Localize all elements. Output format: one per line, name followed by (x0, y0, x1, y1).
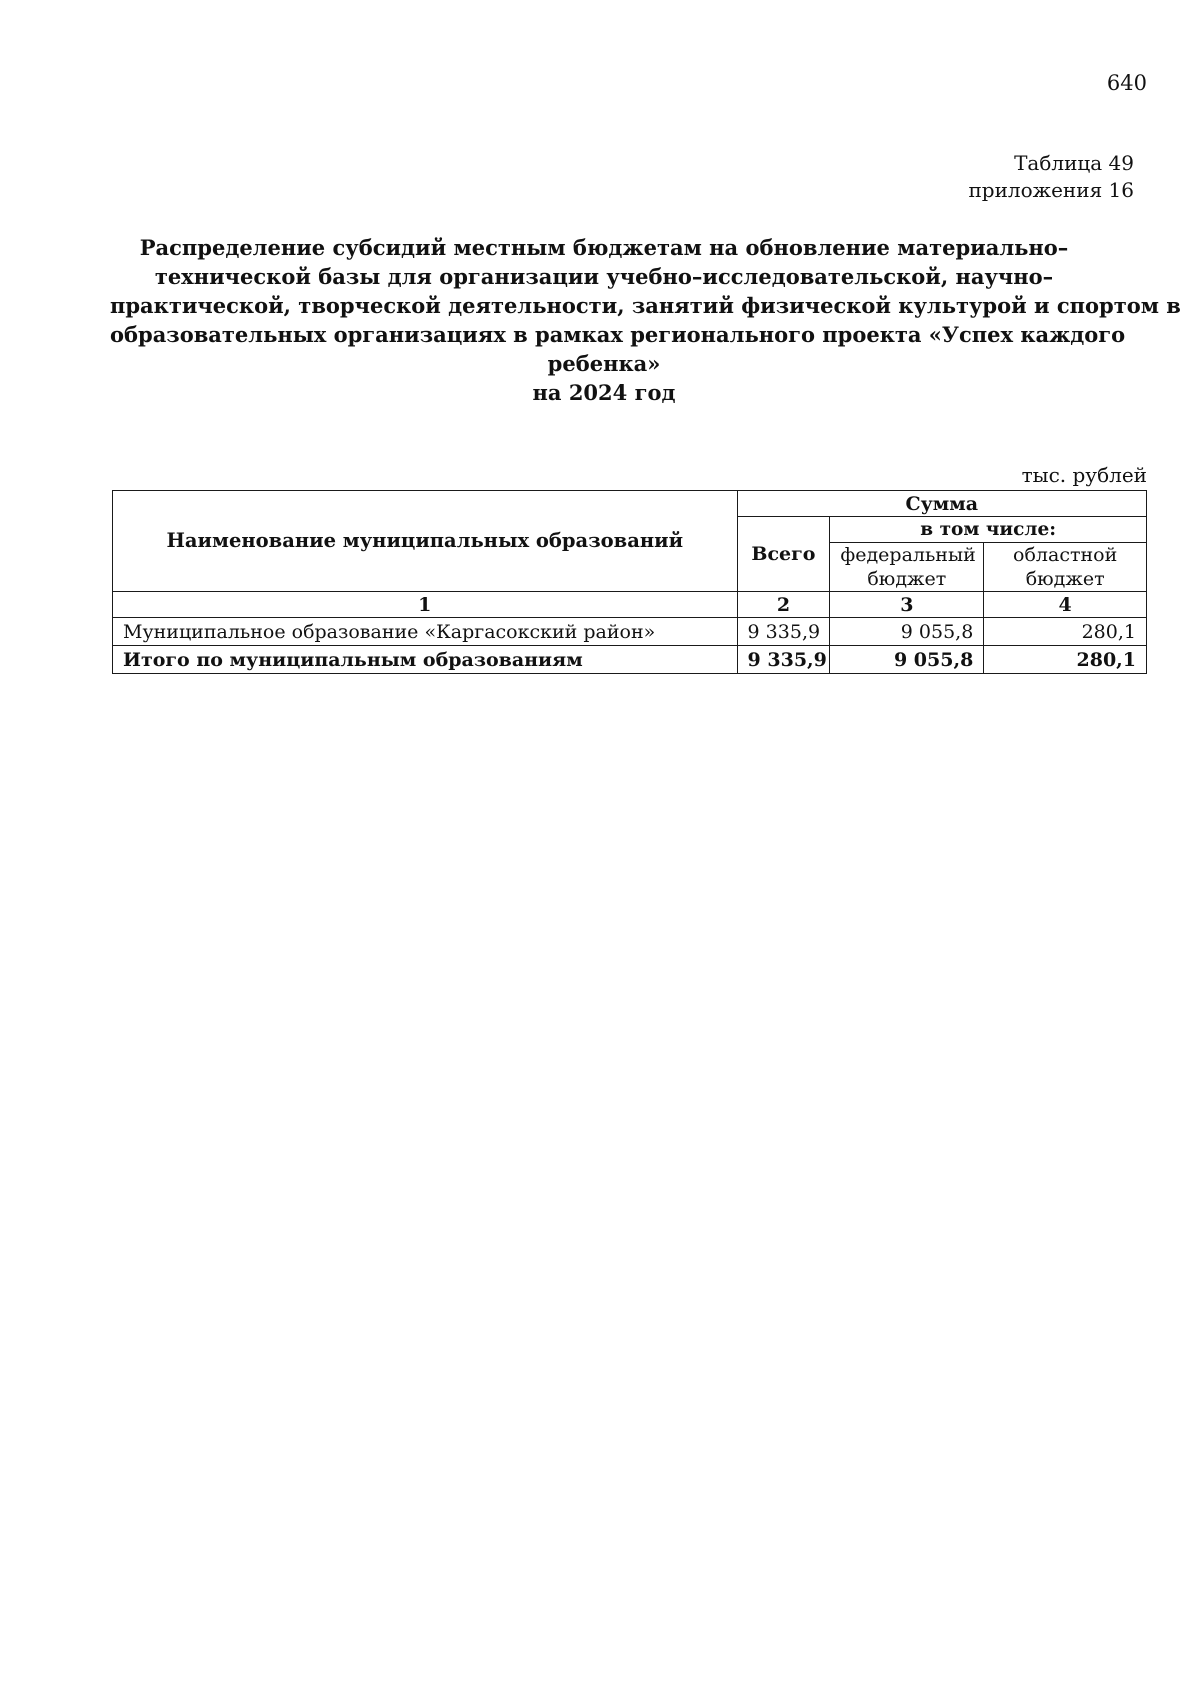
header-regional-budget (984, 543, 1147, 592)
column-number: 1 (113, 592, 738, 618)
header-municipality-name: Наименование муниципальных образований (113, 491, 738, 592)
column-number: 3 (830, 592, 984, 618)
header-sum: Сумма (737, 491, 1146, 517)
municipality-name: Муниципальное образование «Каргасокский район» (113, 618, 738, 646)
summary-regional-amount: 280,1 (984, 646, 1147, 674)
title-line: практической, творческой деятельности, занятий физической культурой и спортом в (110, 293, 1181, 318)
table-reference (968, 150, 1134, 204)
column-number: 2 (737, 592, 830, 618)
regional-amount: 280,1 (984, 618, 1147, 646)
header-including: в том числе: (830, 517, 1147, 543)
title-line: Распределение субсидий местным бюджетам на обновление материально– (139, 235, 1069, 260)
document-title (110, 233, 1181, 407)
title-line: на 2024 год (532, 380, 676, 405)
title-line: образовательных организациях в рамках регионального проекта «Успех каждого (110, 322, 1126, 347)
summary-total-amount: 9 335,9 (737, 646, 830, 674)
title-line: технической базы для организации учебно–исследовательской, научно– (154, 264, 1054, 289)
header-federal-line2: бюджет (867, 568, 947, 590)
total-amount: 9 335,9 (737, 618, 830, 646)
header-federal-line1: федеральный (840, 544, 976, 566)
units-label: тыс. рублей (1021, 463, 1147, 487)
table-reference-appendix: приложения 16 (968, 178, 1134, 202)
table-reference-number: Таблица 49 (1014, 151, 1134, 175)
header-regional-line1: областной (1013, 544, 1118, 566)
header-regional-line2: бюджет (1025, 568, 1105, 590)
title-line: ребенка» (547, 351, 661, 376)
page-number: 640 (1106, 71, 1147, 95)
summary-row (113, 646, 1147, 674)
column-number: 4 (984, 592, 1147, 618)
header-federal-budget (830, 543, 984, 592)
header-total: Всего (737, 517, 830, 592)
federal-amount: 9 055,8 (830, 618, 984, 646)
table-row (113, 618, 1147, 646)
summary-federal-amount: 9 055,8 (830, 646, 984, 674)
summary-label: Итого по муниципальным образованиям (113, 646, 738, 674)
subsidy-table (112, 490, 1147, 674)
